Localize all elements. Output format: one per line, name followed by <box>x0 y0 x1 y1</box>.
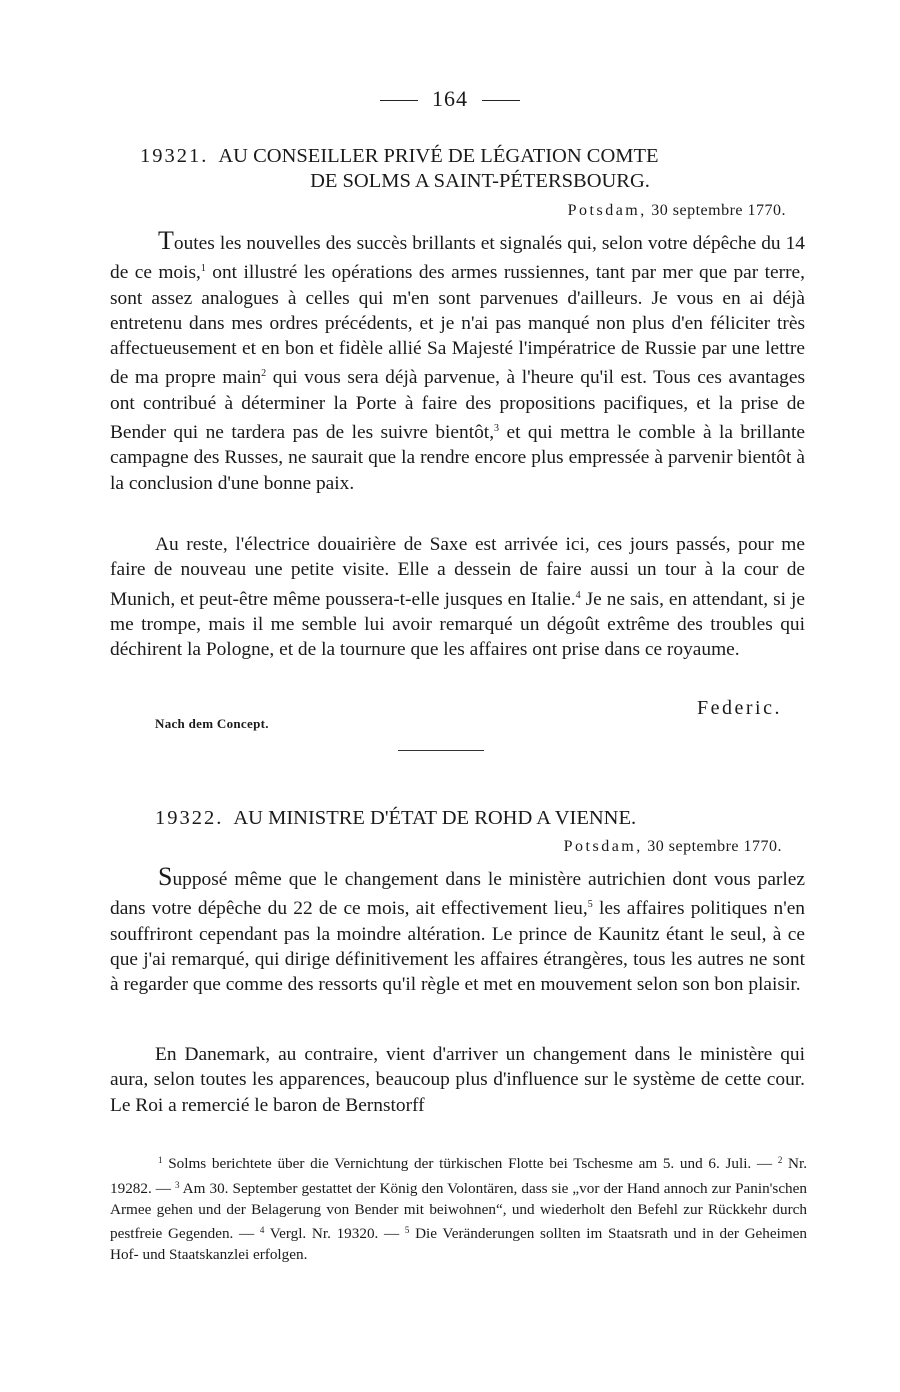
letter-heading <box>155 806 815 831</box>
signature: Federic. <box>697 697 782 719</box>
dash-left <box>380 100 418 101</box>
page-number: 164 <box>0 86 900 112</box>
paragraph: Toutes les nouvelles des succès brillants et signalés qui, selon votre dépêche du 14 de ce mois,$^1$ ont illustré les opérations des armes russiennes, tant par mer que par terre, sont assez analogues à celles qui m'en sont parvenues d'ailleurs. Je vous en ai déjà entretenu dans mes ordres précédents, et je n'ai pas manqué non plus d'en féliciter très affectueusement et en bon et fidèle allié Sa Majesté l'impératrice de Russie par une lettre de ma propre main$^2$ qui vous sera déjà parvenue, à l'heure qu'il est. Tous ces avantages ont contribué à déterminer la Porte à faire des propositions pacifiques, et la prise de Bender qui ne tardera pas de les suivre bientôt,$^3$ et qui mettra le comble à la brillante campagne des Russes, ne saurait que la rendre encore plus empressée à parvenir bientôt à la conclusion d'une bonne paix. <box>110 226 805 494</box>
footnote-ref: 5 <box>587 899 593 911</box>
initial-letter: T <box>158 226 174 255</box>
footnote-mark: 5 <box>404 1225 410 1236</box>
footnotes <box>110 1150 807 1266</box>
dash-right <box>482 100 520 101</box>
footnote-text: Solms berichtete über die Vernichtung der türkischen Flotte bei Tschesme am 5. und 6. Juli. — <box>162 1155 778 1172</box>
dateline <box>568 202 786 220</box>
paragraph: En Danemark, au contraire, vient d'arriver un changement dans le ministère qui aura, selon toutes les apparences, beaucoup plus d'influence sur le système de cette cour. Le Roi a remercié le baron de Bernstorff <box>110 1044 805 1116</box>
footnote-ref: 2 <box>261 368 267 380</box>
letter-number: 19322. <box>155 807 224 829</box>
footnote-mark: 3 <box>175 1179 180 1190</box>
initial-letter: S <box>158 862 173 891</box>
letter-number: 19321. <box>140 145 209 167</box>
footnote-mark: 2 <box>777 1155 783 1165</box>
footnote-text: Nr. 19282. — <box>110 1155 808 1197</box>
letter-title-continued: DE SOLMS A SAINT-PÉTERSBOURG. <box>310 170 650 192</box>
footnote-text: Am 30. September gestattet der König den Volontären, dass sie „vor der Hand annoch zur Panin'schen Armee gehen und der Belagerung von Bender mit beiwohnen“, und wiederholt den Befehl zur Rückkehr durch pestfreie Gegenden. — <box>110 1179 807 1243</box>
dateline <box>564 838 782 856</box>
dateline-place: Potsdam, <box>563 838 643 855</box>
source-note: Nach dem Concept. <box>155 716 269 731</box>
footnote-ref: 4 <box>575 589 581 601</box>
footnote-ref: 3 <box>494 423 500 435</box>
paragraph: Au reste, l'électrice douairière de Saxe est arrivée ici, ces jours passés, pour me faire de nouveau une petite visite. Elle a dessein de faire aussi un tour à la cour de Munich, et peut-être même poussera-t-elle jusques en Italie.$^4$ Je ne sais, en attendant, si je me trompe, mais il me semble lui avoir remarqué un dégoût extrême des troubles qui déchirent la Pologne, et de la tournure que les affaires ont prise dans ce royaume. <box>110 534 806 661</box>
footnote-text: Vergl. Nr. 19320. — <box>264 1225 405 1243</box>
footnote-mark: 1 <box>158 1155 163 1165</box>
footnote-text: Die Veränderungen sollten im Staatsrath und in der Geheimen Hof- und Staatskanzlei erfolgen. <box>110 1225 807 1264</box>
footnote-mark: 4 <box>259 1225 265 1236</box>
dateline-date: 30 septembre 1770. <box>642 838 782 855</box>
letter-heading <box>140 144 800 194</box>
letter-title: AU CONSEILLER PRIVÉ DE LÉGATION COMTE <box>218 145 659 167</box>
footnote-ref: 1 <box>200 263 206 275</box>
letter-title: AU MINISTRE D'ÉTAT DE ROHD A VIENNE. <box>233 807 637 829</box>
dateline-date: 30 septembre 1770. <box>646 202 786 219</box>
separator-rule <box>398 750 484 751</box>
paragraph: Supposé même que le changement dans le ministère autrichien dont vous parlez dans votre dépêche du 22 de ce mois, ait effectivement lieu,$^5$ les affaires politiques n'en souffriront cependant pas la moindre altération. Le prince de Kaunitz étant le seul, à ce que j'ai remarqué, qui dirige définitivement les affaires étrangères, tous les autres ne sont à regarder que comme des ressorts qu'il règle et met en mouvement selon son bon plaisir. <box>110 862 805 996</box>
dateline-place: Potsdam, <box>567 202 647 219</box>
